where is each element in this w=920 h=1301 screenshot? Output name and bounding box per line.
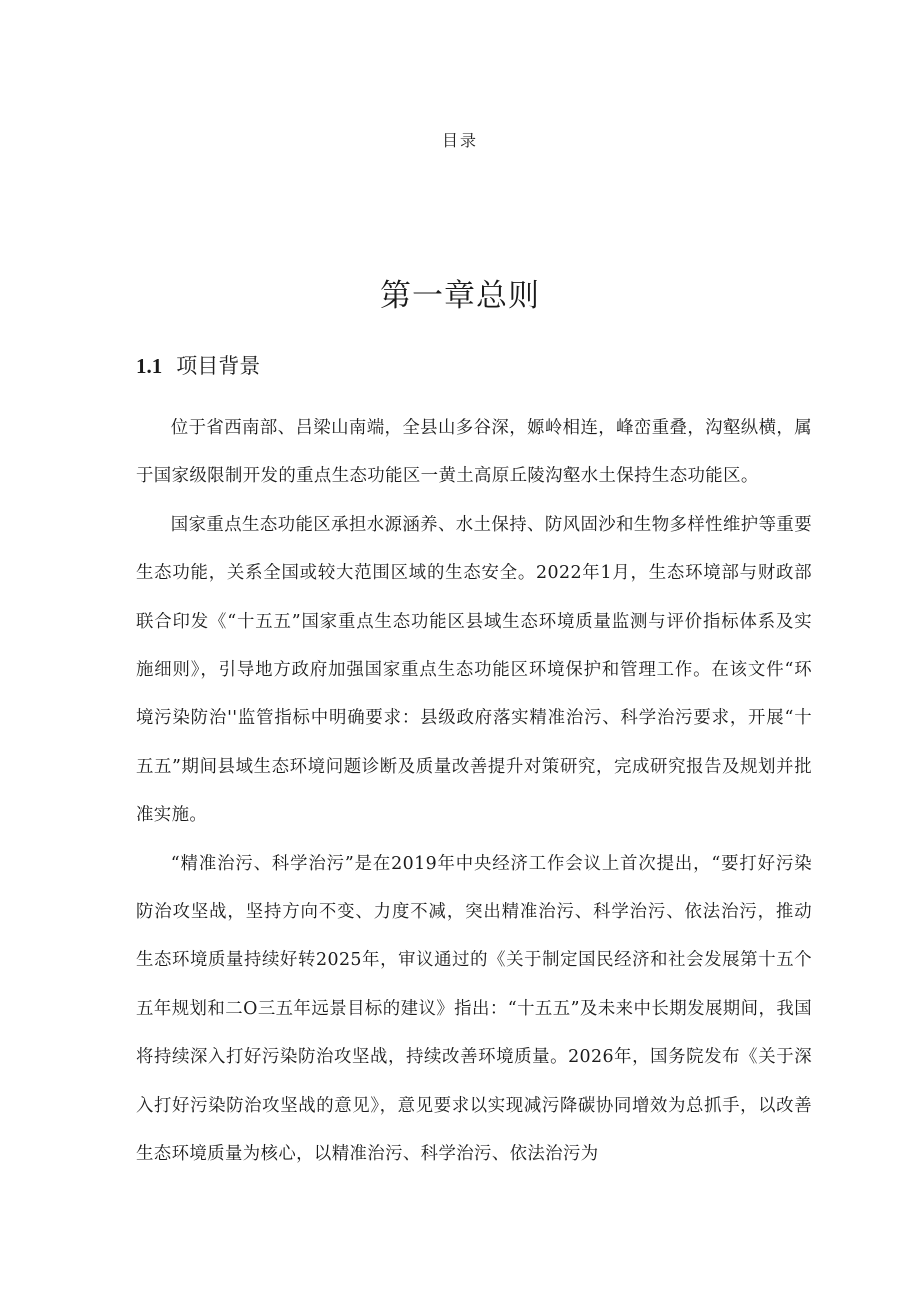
section-heading (136, 350, 260, 380)
paragraph: “精准治污、科学治污”是在2019年中央经济工作会议上首次提出，“要打好污染防治攻坚战，坚持方向不变、力度不减，突出精准治污、科学治污、依法治污，推动生态环境质量持续好转2025年，审议通过的《关于制定国民经济和社会发展第十五个五年规划和二O三五年远景目标的建议》指出：“十五五”及未来中长期发展期间，我国将持续深入打好污染防治攻坚战，持续改善环境质量。2026年，国务院发布《关于深入打好污染防治攻坚战的意见》，意见要求以实现减污降碳协同增效为总抓手，以改善生态环境质量为核心，以精准治污、科学治污、依法治污为 (136, 853, 812, 1165)
toc-title: 目录 (441, 131, 478, 150)
paragraph: 位于省西南部、吕梁山南端，全县山多谷深，嫄岭相连，峰峦重叠，沟壑纵横，属于国家级限制开发的重点生态功能区一黄土高原丘陵沟壑水土保持生态功能区。 (136, 418, 812, 487)
section-title: 项目背景 (176, 354, 261, 378)
chapter-title: 第一章总则 (380, 278, 540, 314)
section-number: 1.1 (136, 354, 163, 378)
paragraph: 国家重点生态功能区承担水源涵养、水土保持、防风固沙和生物多样性维护等重要生态功能，关系全国或较大范围区域的生态安全。2022年1月，生态环境部与财政部联合印发《“十五五”国家重点生态功能区县域生态环境质量监测与评价指标体系及实施细则》，引导地方政府加强国家重点生态功能区环境保护和管理工作。在该文件“环境污染防治''监管指标中明确要求：县级政府落实精准治污、科学治污要求，开展“十五五”期间县域生态环境问题诊断及质量改善提升对策研究，完成研究报告及规划并批准实施。 (136, 514, 812, 826)
body-text (136, 404, 812, 1179)
